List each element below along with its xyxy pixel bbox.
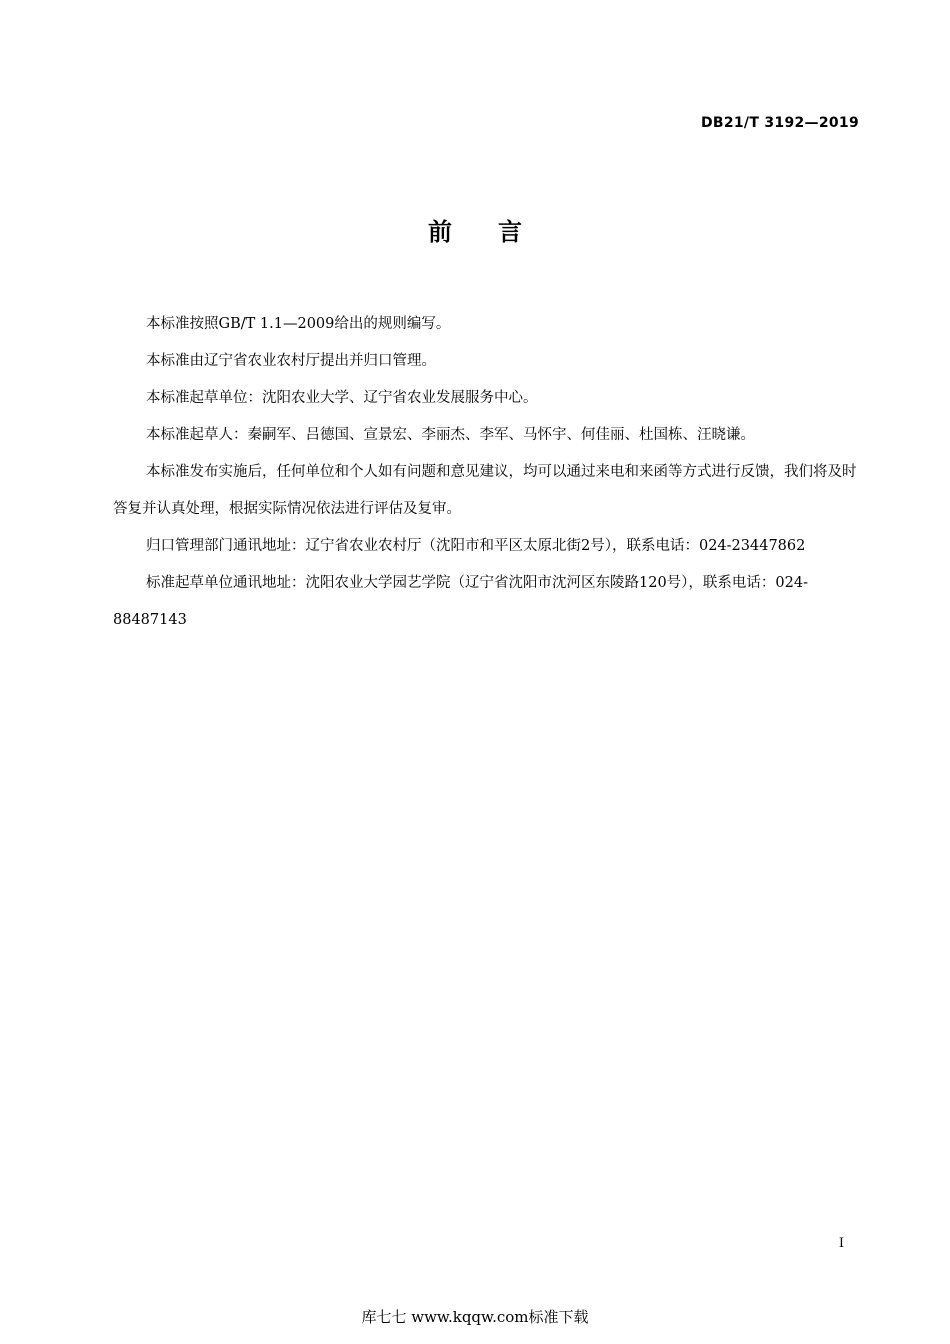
paragraph-feedback: 本标准发布实施后，任何单位和个人如有问题和意见建议，均可以通过来电和来函等方式进行反馈，我们将及时答复并认真处理，根据实际情况依法进行评估及复审。 [113,464,857,517]
paragraph-admin-address: 归口管理部门通讯地址：辽宁省农业农村厅（沈阳市和平区太原北街2号），联系电话：024-23447862 [146,538,806,554]
footer-watermark: 库七七 www.kqqw.com标准下载 [361,1308,589,1326]
paragraph-drafting-rules: 本标准按照GB/T 1.1—2009给出的规则编写。 [146,316,451,332]
page-number: I [838,1236,844,1251]
paragraph-proposer: 本标准由辽宁省农业农村厅提出并归口管理。 [146,353,436,369]
document-id: DB21/T 3192—2019 [700,115,859,131]
paragraph-drafting-units: 本标准起草单位：沈阳农业大学、辽宁省农业发展服务中心。 [146,390,538,406]
paragraph-drafter-address: 标准起草单位通讯地址：沈阳农业大学园艺学院（辽宁省沈阳市沈河区东陵路120号），联系电话：024-88487143 [113,575,808,628]
paragraph-drafters: 本标准起草人：秦嗣军、吕德国、宣景宏、李丽杰、李军、马怀宇、何佳丽、杜国栋、汪晓谦。 [146,427,755,443]
section-title: 前言 [428,218,568,246]
foreword-body [113,306,859,639]
